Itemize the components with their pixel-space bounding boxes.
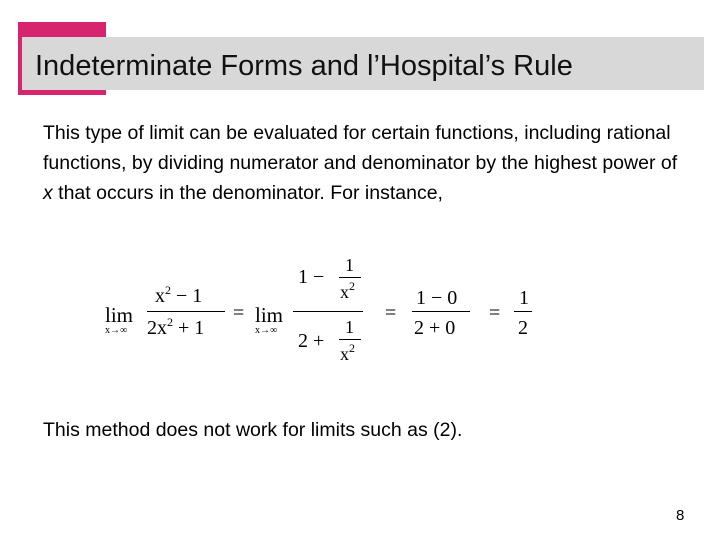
fraction2-numerator-frac-bar [339, 277, 361, 278]
fraction4-numerator: 1 [519, 287, 529, 309]
lim-operator-1: lim [105, 303, 134, 327]
intro-text-part2: that occurs in the denominator. For instance, [52, 182, 443, 204]
fraction2-denominator-frac-bar [339, 339, 361, 340]
fraction4-denominator: 2 [518, 317, 528, 339]
fraction2-numerator-frac-bottom: $x^2$ [340, 279, 355, 302]
lim-operator-2: lim [255, 303, 284, 327]
fraction2-denominator-whole: 2 + [298, 330, 325, 352]
intro-variable: x [43, 182, 53, 204]
page-number: 8 [676, 507, 685, 524]
lim-subscript-1: x→∞ [105, 325, 128, 336]
fraction3-numerator: 1 − 0 [416, 287, 458, 309]
intro-paragraph [43, 118, 683, 208]
equals-sign-1: = [233, 302, 245, 324]
fraction2-numerator-frac-top: 1 [345, 255, 354, 275]
fraction2-denominator-frac-bottom: $x^2$ [340, 341, 355, 364]
fraction4-bar [514, 311, 532, 312]
slide-title: Indeterminate Forms and l’Hospital’s Rule [35, 50, 573, 82]
fraction3-denominator: 2 + 0 [414, 317, 456, 339]
fraction2-main-bar [293, 311, 363, 312]
fraction1-bar [147, 311, 225, 312]
equals-sign-2: = [385, 302, 397, 324]
fraction1-denominator: $2x^2 + 1$ [147, 315, 205, 339]
limit-equation [103, 250, 543, 372]
equals-sign-3: = [489, 302, 501, 324]
intro-text-part1: This type of limit can be evaluated for certain functions, including rational functions, by dividing numerator and denominator by the highest power of [43, 122, 678, 174]
fraction1-numerator: $x^2 - 1$ [155, 283, 203, 307]
lim-subscript-2: x→∞ [255, 325, 278, 336]
fraction3-bar [412, 311, 470, 312]
fraction2-numerator-whole: 1 − [298, 266, 325, 288]
closing-paragraph: This method does not work for limits such as (2). [43, 419, 463, 441]
fraction2-denominator-frac-top: 1 [345, 317, 354, 337]
